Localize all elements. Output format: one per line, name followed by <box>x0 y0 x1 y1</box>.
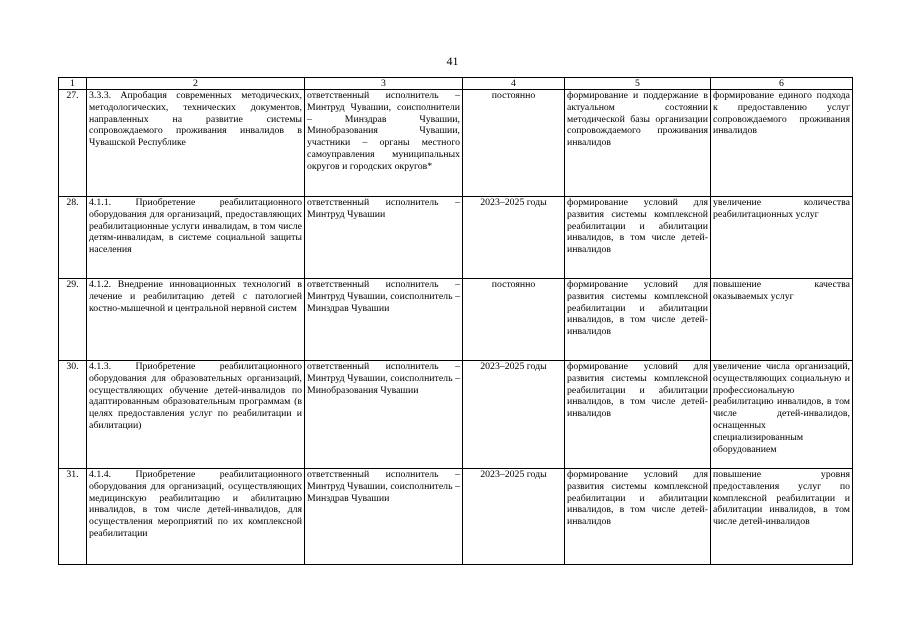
term-cell: 2023–2025 годы <box>463 197 565 279</box>
executor-cell: ответственный исполнитель – Минтруд Чувашии, соисполнитель – Минздрав Чувашии <box>305 469 463 565</box>
term-cell: 2023–2025 годы <box>463 469 565 565</box>
term-cell: постоянно <box>463 279 565 361</box>
column-number: 3 <box>305 78 463 90</box>
table-row <box>59 197 853 279</box>
row-number: 27. <box>59 90 87 197</box>
result-cell: формирование условий для развития системы комплексной реабилитации и абилитации инвалидов, в том числе детей-инвалидов <box>565 197 711 279</box>
indicator-cell: увеличение числа организаций, осуществляющих социальную и профессиональную реабилитацию инвалидов, в том числе детей-инвалидов, оснащенных специализированным оборудованием <box>711 361 853 469</box>
action-cell: 4.1.1. Приобретение реабилитационного оборудования для организаций, предоставляющих реабилитационные услуги инвалидам, в том числе детям-инвалидам, в системе социальной защиты населения <box>87 197 305 279</box>
result-cell: формирование условий для развития системы комплексной реабилитации и абилитации инвалидов, в том числе детей-инвалидов <box>565 279 711 361</box>
table-row <box>59 90 853 197</box>
row-number: 31. <box>59 469 87 565</box>
column-number-row <box>59 78 853 90</box>
executor-cell: ответственный исполнитель – Минтруд Чувашии, соисполнитель – Минздрав Чувашии <box>305 279 463 361</box>
executor-cell: ответственный исполнитель – Минтруд Чувашии, соисполнители – Минздрав Чувашии, Минобразования Чувашии, участники – органы местного самоуправления муниципальных округов и городских округов* <box>305 90 463 197</box>
term-cell: 2023–2025 годы <box>463 361 565 469</box>
table-row <box>59 279 853 361</box>
page-number: 41 <box>446 54 459 68</box>
executor-cell: ответственный исполнитель – Минтруд Чувашии <box>305 197 463 279</box>
column-number: 1 <box>59 78 87 90</box>
term-cell: постоянно <box>463 90 565 197</box>
column-number: 5 <box>565 78 711 90</box>
indicator-cell: повышение качества оказываемых услуг <box>711 279 853 361</box>
action-cell: 4.1.2. Внедрение инновационных технологий в лечение и реабилитацию детей с патологией костно-мышечной и центральной нервной систем <box>87 279 305 361</box>
result-cell: формирование и поддержание в актуальном состоянии методической базы организации сопровождаемого проживания инвалидов <box>565 90 711 197</box>
indicator-cell: формирование единого подхода к предоставлению услуг сопровождаемого проживания инвалидов <box>711 90 853 197</box>
row-number: 29. <box>59 279 87 361</box>
action-cell: 3.3.3. Апробация современных методических, методологических, технических документов, направленных на развитие системы сопровождаемого проживания инвалидов в Чувашской Республике <box>87 90 305 197</box>
row-number: 30. <box>59 361 87 469</box>
action-cell: 4.1.4. Приобретение реабилитационного оборудования для организаций, осуществляющих медицинскую реабилитацию и абилитацию инвалидов, в том числе детей-инвалидов, для осуществления мероприятий по их комплексной реабилитации <box>87 469 305 565</box>
executor-cell: ответственный исполнитель – Минтруд Чувашии, соисполнитель – Минобразования Чувашии <box>305 361 463 469</box>
indicator-cell: повышение уровня предоставления услуг по комплексной реабилитации и абилитации инвалидов, в том числе детей-инвалидов <box>711 469 853 565</box>
action-cell: 4.1.3. Приобретение реабилитационного оборудования для образовательных организаций, осуществляющих обучение детей-инвалидов по адаптированным образовательным программам (в целях предоставления услуг по реабилитации и абилитации) <box>87 361 305 469</box>
measures-table <box>58 77 853 565</box>
column-number: 2 <box>87 78 305 90</box>
table-row <box>59 361 853 469</box>
table-row <box>59 469 853 565</box>
result-cell: формирование условий для развития системы комплексной реабилитации и абилитации инвалидов, в том числе детей-инвалидов <box>565 361 711 469</box>
indicator-cell: увеличение количества реабилитационных услуг <box>711 197 853 279</box>
column-number: 4 <box>463 78 565 90</box>
column-number: 6 <box>711 78 853 90</box>
row-number: 28. <box>59 197 87 279</box>
result-cell: формирование условий для развития системы комплексной реабилитации и абилитации инвалидов, в том числе детей-инвалидов <box>565 469 711 565</box>
